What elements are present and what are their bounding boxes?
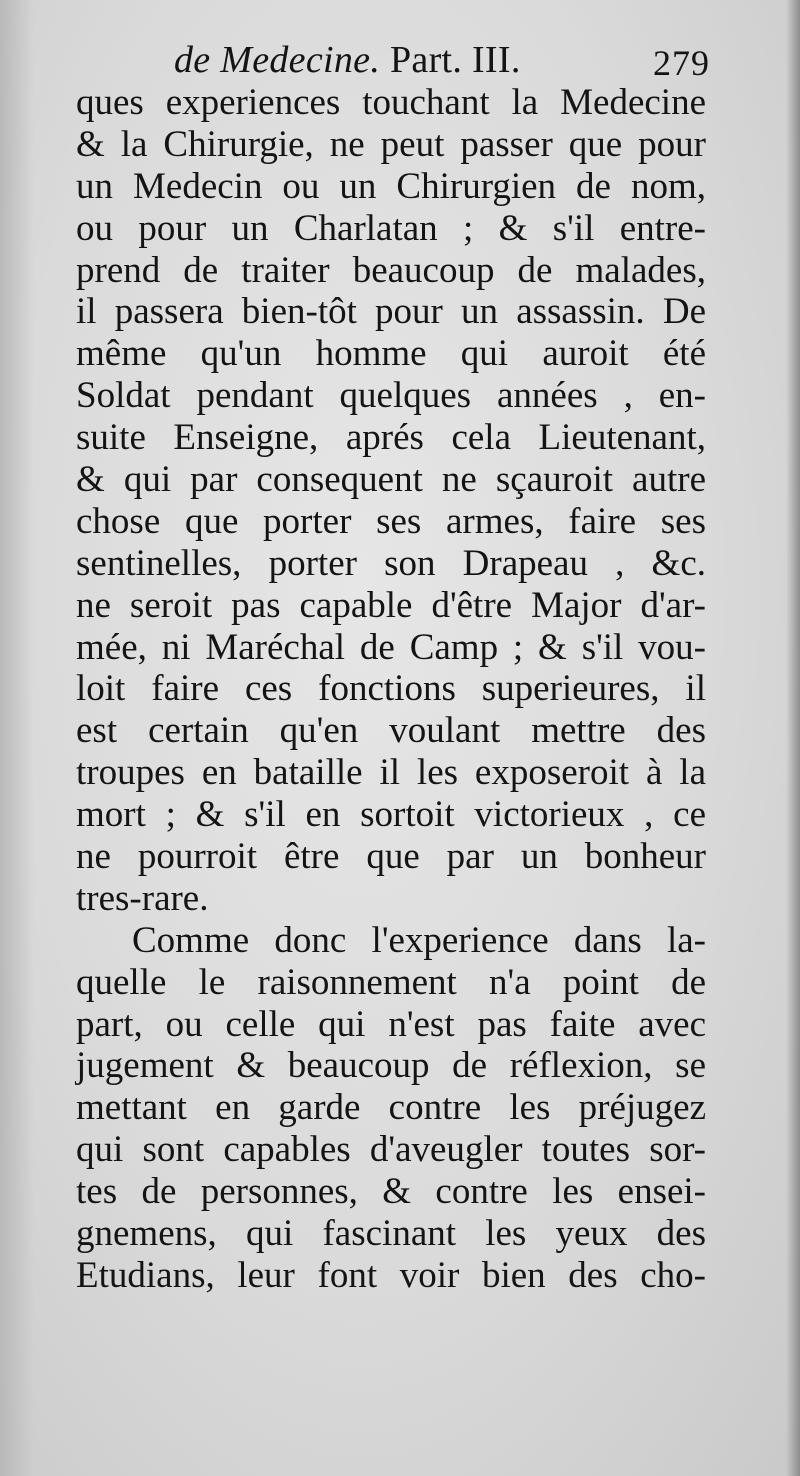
text-line: mettant en garde contre les préjugez xyxy=(76,1087,706,1129)
text-line: & la Chirurgie, ne peut passer que pour xyxy=(76,123,706,165)
text-line: ques experiences touchant la Medecine xyxy=(76,82,706,123)
text-line: ou pour un Charlatan ; & s'il entre- xyxy=(76,207,706,249)
text-line: même qu'un homme qui auroit été xyxy=(76,333,706,375)
running-head-part: Part. III. xyxy=(389,39,521,81)
text-line: quelle le raisonnement n'a point de xyxy=(76,961,706,1003)
text-line: gnemens, qui fascinant les yeux des xyxy=(76,1213,706,1255)
body-text xyxy=(76,82,706,1297)
text-line: part, ou celle qui n'est pas faite avec xyxy=(76,1003,706,1045)
text-line: chose que porter ses armes, faire ses xyxy=(76,500,706,542)
text-line: est certain qu'en voulant mettre des xyxy=(76,710,706,752)
text-line: troupes en bataille il les exposeroit à la xyxy=(76,752,706,794)
paragraph-start-line: Comme donc l'experience dans la- xyxy=(132,919,706,961)
text-line: loit faire ces fonctions superieures, il xyxy=(76,668,706,710)
running-head xyxy=(174,38,521,82)
text-line: mort ; & s'il en sortoit victorieux , ce xyxy=(76,794,706,836)
text-line: Etudians, leur font voir bien des cho- xyxy=(76,1254,706,1296)
text-line: suite Enseigne, aprés cela Lieutenant, xyxy=(76,417,706,459)
paragraph-end-line: tres-rare. xyxy=(76,877,209,919)
text-line: sentinelles, porter son Drapeau , &c. xyxy=(76,542,706,584)
page-gutter-shadow xyxy=(0,0,34,1476)
page-number: 279 xyxy=(653,43,710,83)
text-line: ne pourroit être que par un bonheur xyxy=(76,836,706,878)
text-line: qui sont capables d'aveugler toutes sor- xyxy=(76,1129,706,1171)
text-line: prend de traiter beaucoup de malades, xyxy=(76,249,706,291)
text-line: il passera bien-tôt pour un assassin. De xyxy=(76,291,706,333)
text-line: tes de personnes, & contre les ensei- xyxy=(76,1171,706,1213)
text-line: jugement & beaucoup de réflexion, se xyxy=(76,1045,706,1087)
text-line: un Medecin ou un Chirurgien de nom, xyxy=(76,165,706,207)
text-line: ne seroit pas capable d'être Major d'ar- xyxy=(76,584,706,626)
page-edge-shadow xyxy=(786,0,800,1476)
text-line: & qui par consequent ne sçauroit autre xyxy=(76,459,706,501)
running-head-title: de Medecine. xyxy=(174,39,381,81)
text-line: Soldat pendant quelques années , en- xyxy=(76,375,706,417)
text-line: mée, ni Maréchal de Camp ; & s'il vou- xyxy=(76,626,706,668)
